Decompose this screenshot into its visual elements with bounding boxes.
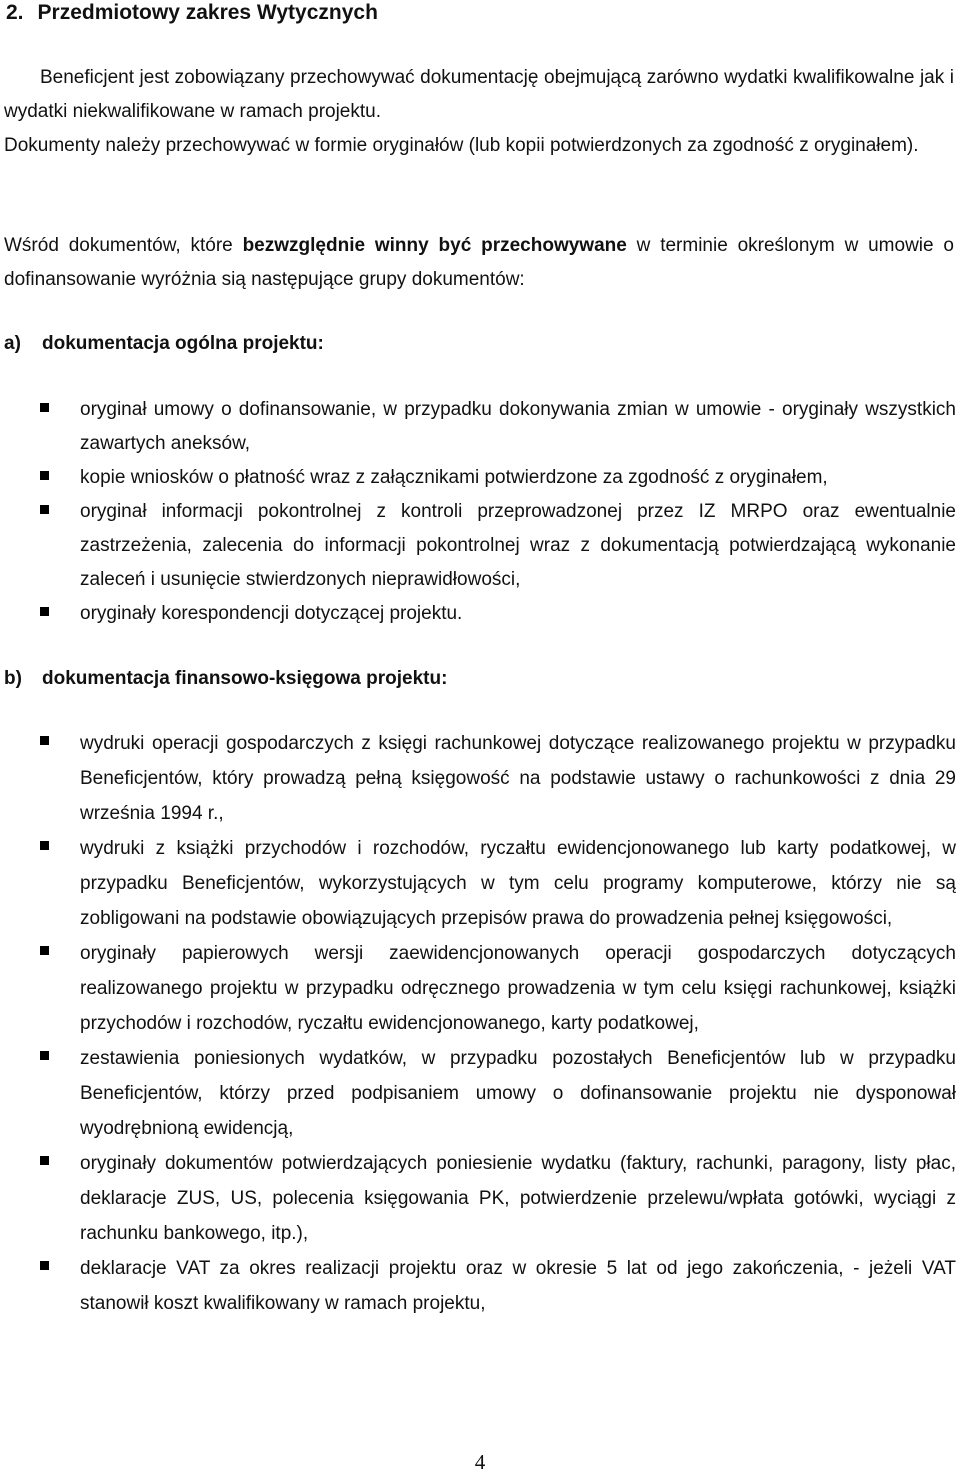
list-item — [0, 393, 956, 461]
list-item — [0, 1251, 956, 1321]
section-b-title: dokumentacja finansowo-księgowa projektu: — [42, 668, 448, 689]
documents-paragraph-emphasis: bezwzględnie winny być przechowywane — [242, 235, 627, 256]
square-bullet-icon — [40, 1261, 49, 1270]
square-bullet-icon — [40, 505, 49, 514]
page-number: 4 — [474, 1450, 486, 1474]
documents-paragraph — [4, 229, 954, 297]
square-bullet-icon — [40, 1156, 49, 1165]
intro-paragraph-2: Dokumenty należy przechowywać w formie oryginałów (lub kopii potwierdzonych za zgodność z oryginałem). — [4, 135, 919, 156]
section-number: 2. — [6, 1, 24, 24]
list-item-text: oryginały dokumentów potwierdzających poniesienie wydatku (faktury, rachunki, paragony, listy płac, deklaracje ZUS, US, polecenia księgowania PK, potwierdzenie przelewu/wpłata gotówki, wyciągi z rachunku bankowego, itp.), — [80, 1153, 956, 1244]
section-b-list — [0, 726, 960, 1321]
documents-paragraph-lead: Wśród dokumentów, które — [4, 235, 243, 256]
section-a-letter: a) — [4, 333, 21, 354]
list-item-text: wydruki operacji gospodarczych z księgi rachunkowej dotyczące realizowanego projektu w przypadku Beneficjentów, który prowadzą pełną księgowość na podstawie ustawy o rachunkowości z dnia 29 września 1994 r., — [80, 733, 956, 824]
square-bullet-icon — [40, 841, 49, 850]
list-item-text: oryginały korespondencji dotyczącej projektu. — [80, 603, 463, 624]
section-a-heading — [4, 329, 324, 359]
list-item — [0, 495, 956, 597]
list-item-text: oryginał umowy o dofinansowanie, w przypadku dokonywania zmian w umowie - oryginały wszystkich zawartych aneksów, — [80, 399, 956, 454]
list-item-text: oryginały papierowych wersji zaewidencjonowanych operacji gospodarczych dotyczących realizowanego projektu w przypadku odręcznego prowadzenia w tym celu księgi rachunkowej, książki przychodów i rozchodów, ryczałtu ewidencjonowanego, karty podatkowej, — [80, 943, 956, 1034]
square-bullet-icon — [40, 736, 49, 745]
list-item-text: wydruki z książki przychodów i rozchodów, ryczałtu ewidencjonowanego lub karty podatkowej, w przypadku Beneficjentów, wykorzystujących w tym celu programy komputerowe, którzy nie są zobligowani na podstawie obowiązujących przepisów prawa do prowadzenia pełnej księgowości, — [80, 838, 956, 929]
list-item — [0, 1041, 956, 1146]
section-heading — [6, 0, 378, 26]
square-bullet-icon — [40, 946, 49, 955]
section-b-heading — [4, 664, 447, 694]
section-title: Przedmiotowy zakres Wytycznych — [37, 1, 378, 24]
section-b-letter: b) — [4, 668, 22, 689]
list-item — [0, 461, 956, 495]
list-item — [0, 726, 956, 831]
intro-paragraph-1: Beneficjent jest zobowiązany przechowywać dokumentację obejmującą zarówno wydatki kwalifikowalne jak i wydatki niekwalifikowane w ramach projektu. — [4, 67, 954, 122]
list-item-text: oryginał informacji pokontrolnej z kontroli przeprowadzonej przez IZ MRPO oraz ewentualnie zastrzeżenia, zalecenia do informacji pokontrolnej wraz z dokumentacją potwierdzającą wykonanie zaleceń i usunięcie stwierdzonych nieprawidłowości, — [80, 501, 956, 590]
list-item-text: zestawienia poniesionych wydatków, w przypadku pozostałych Beneficjentów lub w przypadku Beneficjentów, którzy przed podpisaniem umowy o dofinansowanie projektu nie dysponował wyodrębnioną ewidencją, — [80, 1048, 956, 1139]
list-item-text: deklaracje VAT za okres realizacji projektu oraz w okresie 5 lat od jego zakończenia, - jeżeli VAT stanowił koszt kwalifikowany w ramach projektu, — [80, 1258, 956, 1314]
section-a-list — [0, 393, 960, 631]
square-bullet-icon — [40, 403, 49, 412]
list-item — [0, 597, 956, 631]
square-bullet-icon — [40, 607, 49, 616]
list-item — [0, 831, 956, 936]
section-a-title: dokumentacja ogólna projektu: — [42, 333, 324, 354]
list-item — [0, 1146, 956, 1251]
documents-paragraph-tail: w terminie określonym w umowie o dofinansowanie wyróżnia sią następujące grupy dokumentów: — [4, 235, 954, 290]
list-item-text: kopie wniosków o płatność wraz z załącznikami potwierdzone za zgodność z oryginałem, — [80, 467, 828, 488]
list-item — [0, 936, 956, 1041]
square-bullet-icon — [40, 471, 49, 480]
square-bullet-icon — [40, 1051, 49, 1060]
